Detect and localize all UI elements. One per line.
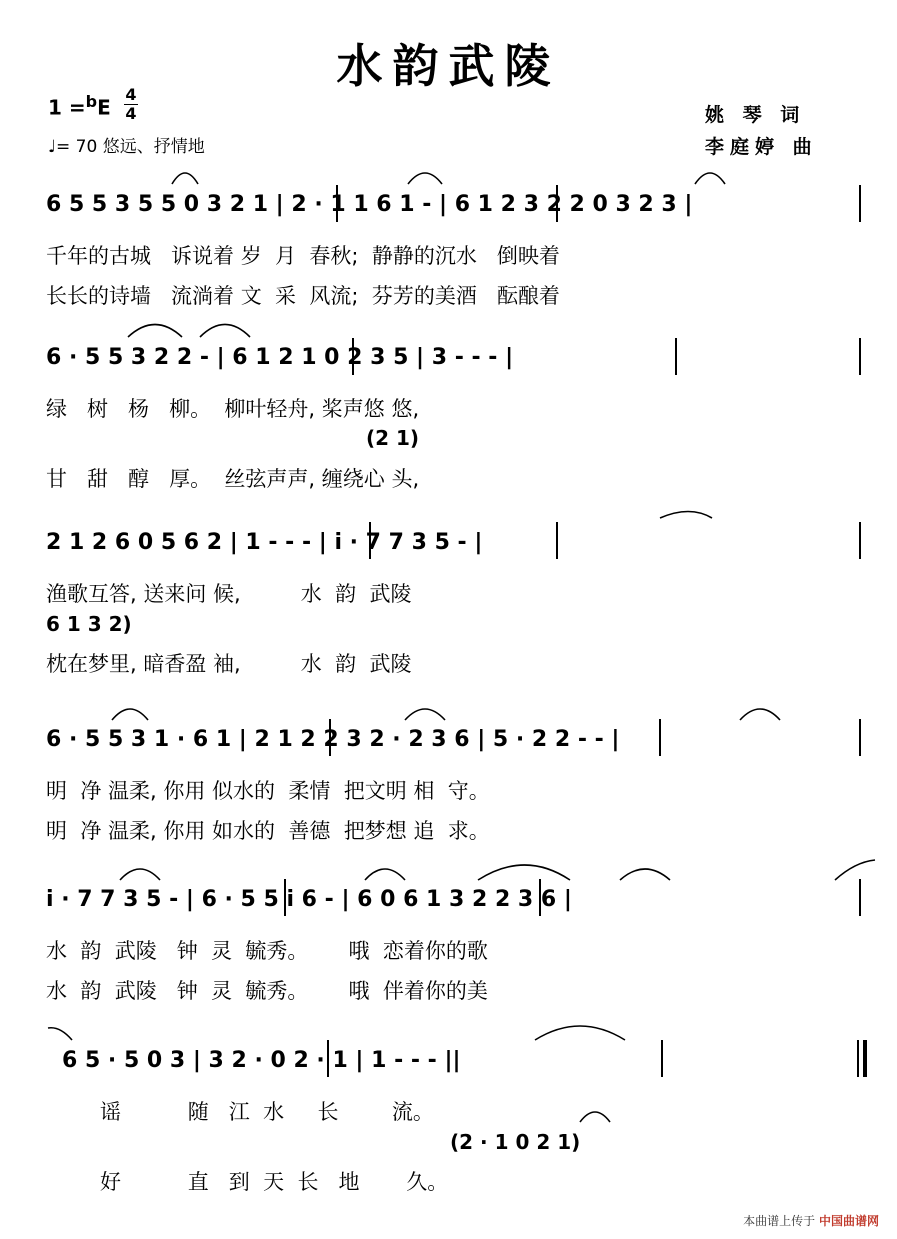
notation-row-1: 6 5 5 3 5 5 0 3 2 1 | 2 · 1 1 6 1 - | 6 1 2 3 2 2 0 3 2 3 | xyxy=(46,192,693,217)
lyric-row-6b: 好 直 到 天 长 地 久。 xyxy=(100,1170,449,1194)
slur xyxy=(405,709,445,720)
lyric-row-5a: 水 韵 武陵 钟 灵 毓秀。 哦 恋着你的歌 xyxy=(46,939,488,963)
slur xyxy=(172,173,198,184)
slur xyxy=(478,865,570,880)
slur xyxy=(112,709,148,720)
flat-sign: b xyxy=(85,92,98,111)
aside-row-6: (2 · 1 0 2 1) xyxy=(450,1130,581,1154)
slur xyxy=(120,869,160,880)
slur xyxy=(200,325,250,338)
notation-row-6: 6 5 · 5 0 3 | 3 2 · 0 2 · 1 | 1 - - - || xyxy=(62,1048,461,1073)
slur xyxy=(660,512,712,519)
lyric-row-5b: 水 韵 武陵 钟 灵 毓秀。 哦 伴着你的美 xyxy=(46,979,488,1003)
lyricist-credit: 姚 琴 词 xyxy=(705,104,806,126)
notation-row-2: 6 · 5 5 3 2 2 - | 6 1 2 1 0 2 3 5 | 3 - - - | xyxy=(46,345,514,370)
slur xyxy=(580,1112,610,1122)
lyric-row-2a: 绿 树 杨 柳。 柳叶轻舟, 桨声悠 悠, xyxy=(46,397,420,421)
lyric-row-4a: 明 净 温柔, 你用 似水的 柔情 把文明 相 守。 xyxy=(46,779,490,803)
lyric-row-6a: 谣 随 江 水 长 流。 xyxy=(100,1100,434,1124)
aside-row-2: (2 1) xyxy=(366,426,420,450)
lyric-row-3a: 渔歌互答, 送来问 候, 水 韵 武陵 xyxy=(46,582,412,606)
key-note: E xyxy=(97,95,111,120)
notation-row-4: 6 · 5 5 3 1 · 6 1 | 2 1 2 2 3 2 · 2 3 6 | 5 · 2 2 - - | xyxy=(46,727,620,752)
slur xyxy=(535,1026,625,1040)
site-logo-text[interactable]: 中国曲谱网 xyxy=(818,1214,879,1228)
slur xyxy=(695,173,725,184)
footer-source xyxy=(743,1212,879,1229)
slur xyxy=(48,1028,72,1040)
lyric-row-3b: 枕在梦里, 暗香盈 袖, 水 韵 武陵 xyxy=(46,652,412,676)
quarter-note-icon: ♩ xyxy=(48,137,57,157)
notation-row-5: i · 7 7 3 5 - | 6 · 5 5 i 6 - | 6 0 6 1 3 2 2 3 6 | xyxy=(46,887,572,912)
time-top: 4 xyxy=(125,85,137,104)
lyric-row-1b: 长长的诗墙 流淌着 文 采 风流; 芬芳的美酒 酝酿着 xyxy=(46,284,560,308)
slur xyxy=(128,325,182,338)
notation-row-3: 2 1 2 6 0 5 6 2 | 1 - - - | i · 7 7 3 5 - | xyxy=(46,530,483,555)
slur xyxy=(408,173,442,184)
tempo-text: = 70 悠远、抒情地 xyxy=(56,137,205,157)
lyric-row-2b: 甘 甜 醇 厚。 丝弦声声, 缠绕心 头, xyxy=(46,467,420,491)
slur xyxy=(365,869,405,880)
key-label: 1 = xyxy=(48,95,86,120)
time-bottom: 4 xyxy=(125,104,137,123)
page-title: 水韵武陵 xyxy=(336,39,561,93)
lyric-row-4b: 明 净 温柔, 你用 如水的 善德 把梦想 追 求。 xyxy=(46,819,490,843)
slur xyxy=(835,860,875,880)
footer-prefix: 本曲谱上传于 xyxy=(743,1214,816,1228)
slur xyxy=(620,869,670,880)
slur xyxy=(740,709,780,720)
lyric-row-1a: 千年的古城 诉说着 岁 月 春秋; 静静的沉水 倒映着 xyxy=(46,244,560,268)
aside-row-3: 6 1 3 2) xyxy=(46,612,132,636)
composer-credit: 李庭婷 曲 xyxy=(705,136,818,158)
